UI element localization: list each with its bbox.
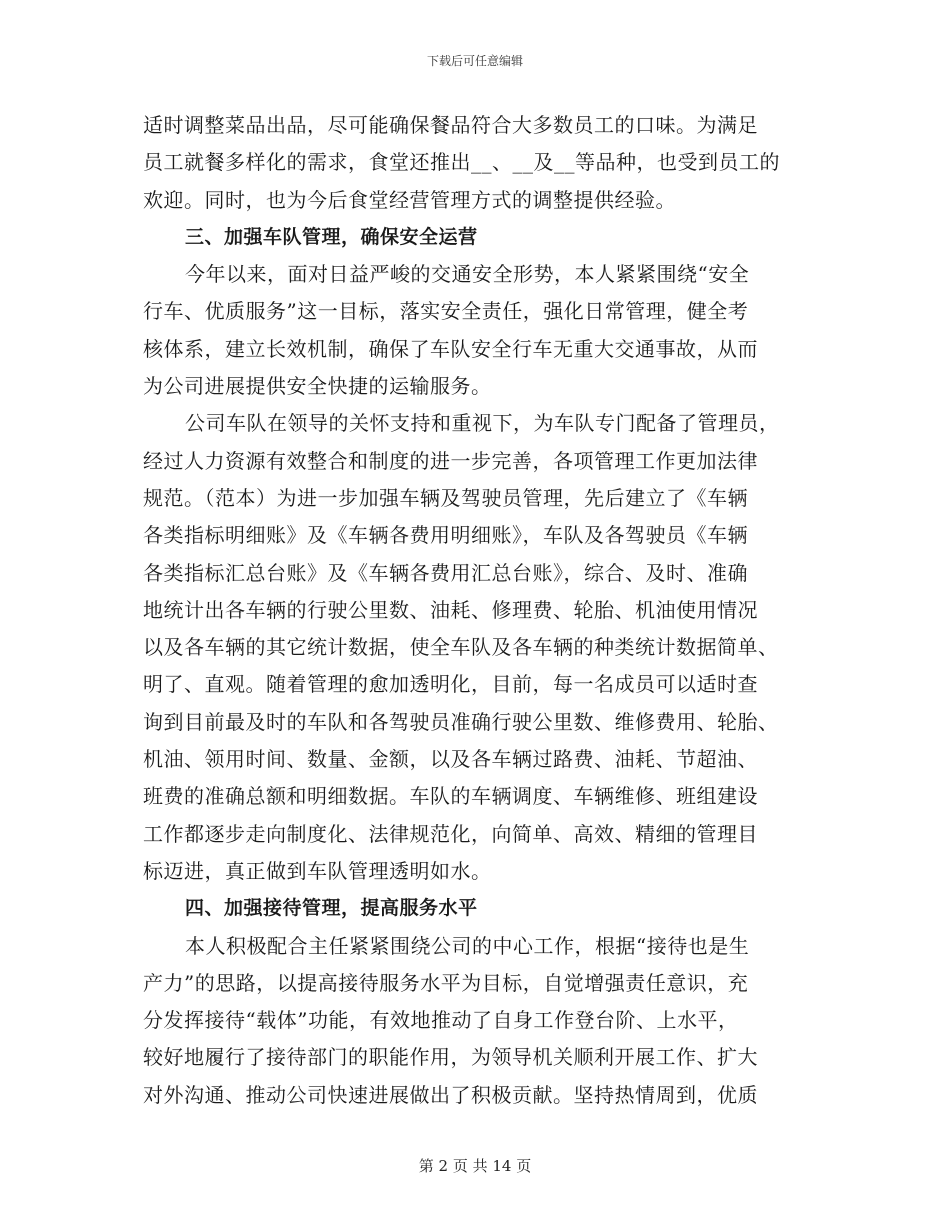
text-line: 行车、优质服务”这一目标，落实安全责任，强化日常管理，健全考	[143, 299, 749, 324]
text-line: 较好地履行了接待部门的职能作用，为领导机关顺利开展工作、扩大	[143, 1045, 758, 1070]
text-line: 询到目前最及时的车队和各驾驶员准确行驶公里数、维修费用、轮胎、	[143, 709, 779, 734]
text-line: 适时调整菜品出品，尽可能确保餐品符合大多数员工的口味。为满足	[143, 113, 758, 137]
text-line: 规范。（范本）为进一步加强车辆及驾驶员管理，先后建立了《车辆	[143, 485, 748, 510]
text-line: 工作都逐步走向制度化、法律规范化，向简单、高效、精细的管理目	[143, 821, 758, 846]
text-line: 机油、领用时间、数量、金额，以及各车辆过路费、油耗、节超油、	[143, 747, 758, 772]
text-line: 今年以来，面对日益严峻的交通安全形势，本人紧紧围绕“安全	[185, 262, 750, 287]
text-line: 各类指标汇总台账》及《车辆各费用汇总台账》，综合、及时、准确	[143, 560, 748, 585]
text-line: 标迈进，真正做到车队管理透明如水。	[143, 858, 492, 883]
text-line: 员工就餐多样化的需求，食堂还推出__、__及__等品种，也受到员工的	[143, 150, 780, 175]
text-line: 公司车队在领导的关怀支持和重视下，为车队专门配备了管理员，	[185, 411, 780, 436]
page-header: 下载后可任意编辑	[426, 54, 523, 68]
text-line: 各类指标明细账》及《车辆各费用明细账》，车队及各驾驶员《车辆	[143, 523, 748, 548]
section-heading: 三、加强车队管理，确保安全运营	[185, 225, 478, 248]
text-line: 产力”的思路，以提高接待服务水平为目标，自觉增强责任意识，充	[143, 970, 749, 995]
page-footer: 第 2 页 共 14 页	[418, 1157, 532, 1175]
text-line: 欢迎。同时，也为今后食堂经营管理方式的调整提供经验。	[143, 187, 676, 212]
text-line: 核体系，建立长效机制，确保了车队安全行车无重大交通事故，从而	[143, 336, 758, 361]
text-line: 地统计出各车辆的行驶公里数、油耗、修理费、轮胎、机油使用情况	[143, 597, 758, 622]
text-line: 明了、直观。随着管理的愈加透明化，目前，每一名成员可以适时查	[143, 672, 758, 697]
section-heading: 四、加强接待管理，提高服务水平	[185, 897, 478, 920]
text-line: 班费的准确总额和明细数据。车队的车辆调度、车辆维修、班组建设	[143, 784, 758, 809]
text-line: 为公司进展提供安全快捷的运输服务。	[143, 374, 492, 399]
text-line: 以及各车辆的其它统计数据，使全车队及各车辆的种类统计数据简单、	[143, 635, 779, 660]
text-line: 经过人力资源有效整合和制度的进一步完善，各项管理工作更加法律	[143, 448, 758, 473]
document-body	[143, 107, 808, 1114]
text-line: 对外沟通、推动公司快速进展做出了积极贡献。坚持热情周到，优质	[143, 1082, 758, 1107]
text-line: 本人积极配合主任紧紧围绕公司的中心工作，根据“接待也是生	[185, 933, 750, 958]
text-line: 分发挥接待“载体”功能，有效地推动了自身工作登台阶、上水平，	[143, 1008, 739, 1033]
